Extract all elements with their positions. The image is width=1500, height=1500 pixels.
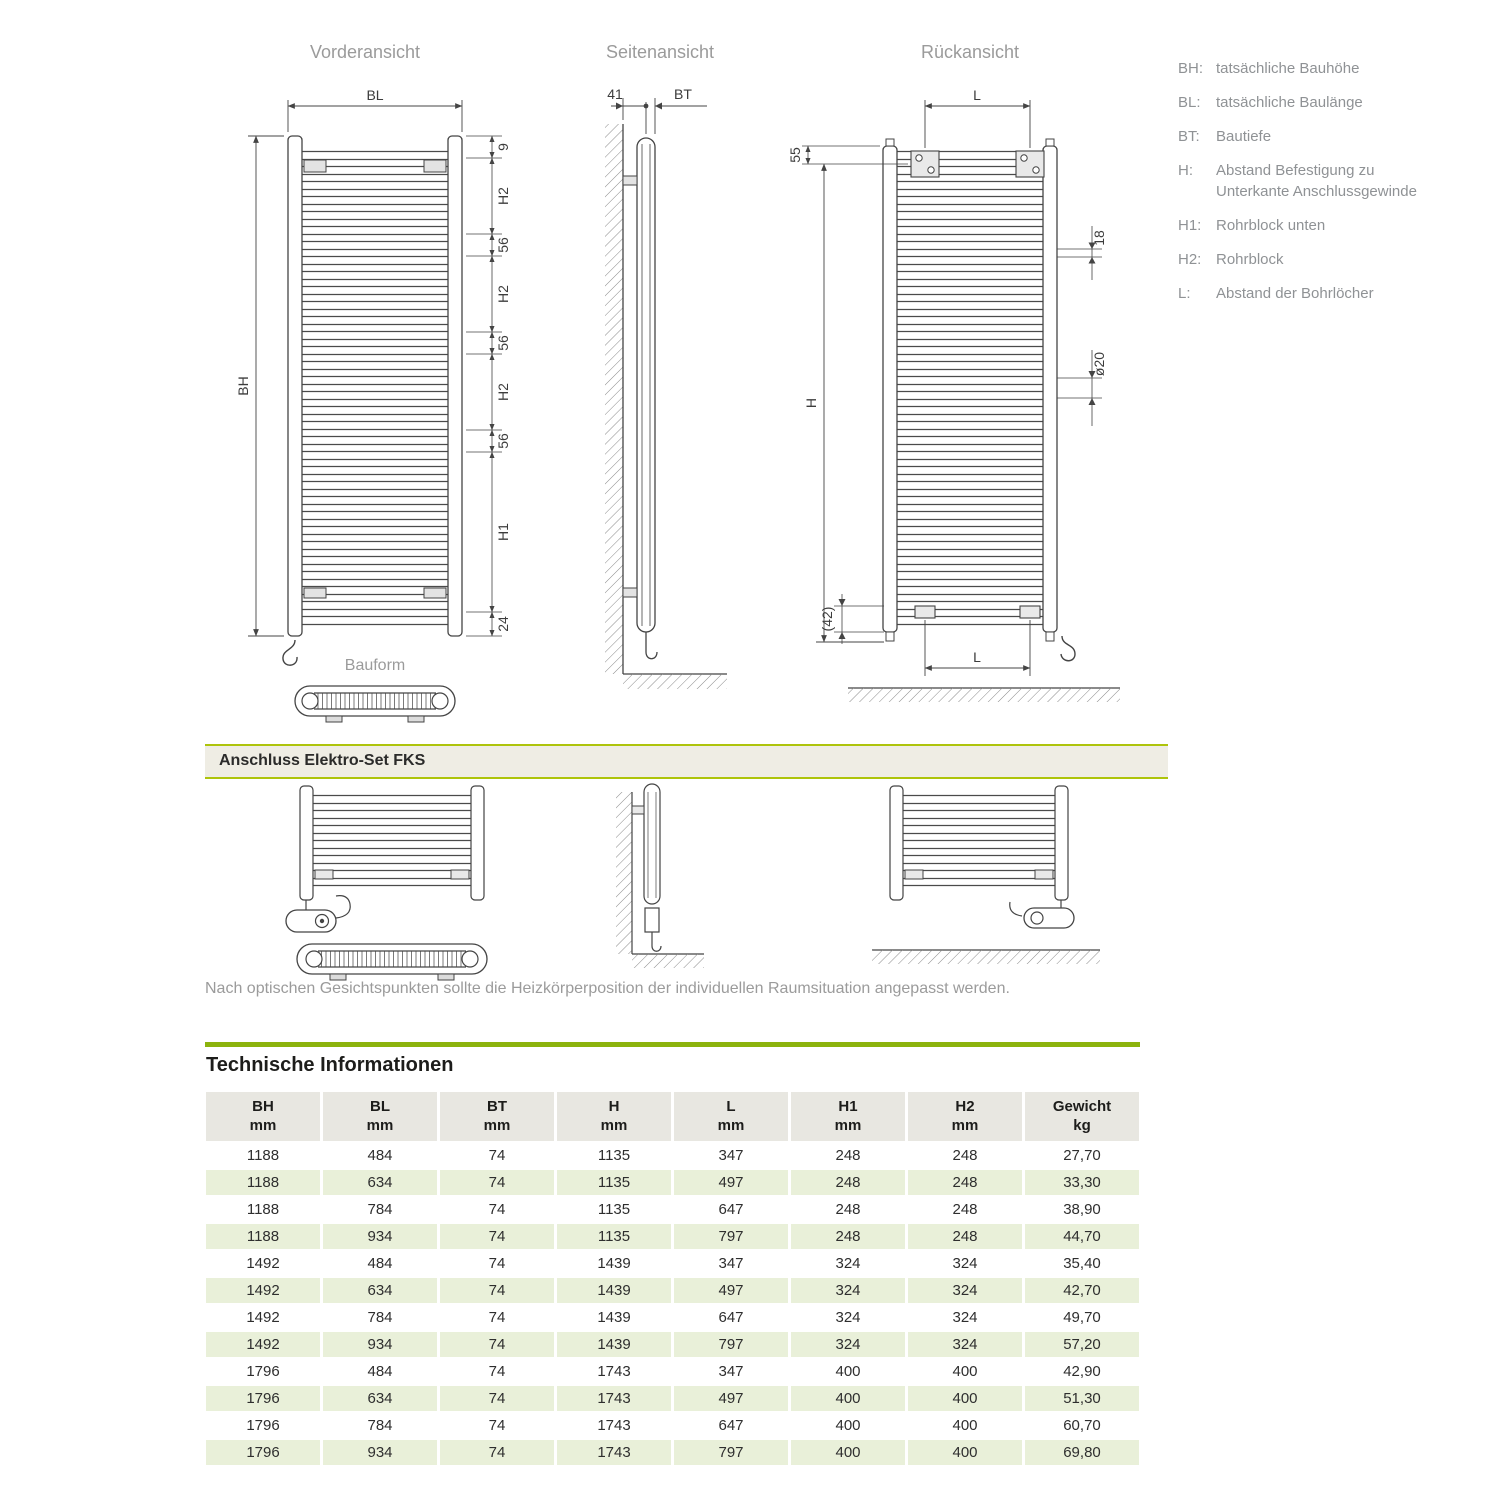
cell-l: 497 — [674, 1170, 788, 1195]
fks-heating-element — [645, 908, 659, 932]
front-dim-h2-label: H2 — [495, 187, 511, 205]
tech-table-row — [206, 1143, 1139, 1168]
cell-bh: 1796 — [206, 1440, 320, 1465]
side-dims — [611, 98, 707, 134]
cell-bt: 74 — [440, 1386, 554, 1411]
cell-gewicht: 33,30 — [1025, 1170, 1139, 1195]
legend-term: BL: — [1178, 94, 1201, 111]
rear-dim-55-label: 55 — [787, 147, 803, 163]
tech-table-header-cell — [1025, 1092, 1139, 1141]
cell-bl: 484 — [323, 1359, 437, 1384]
cell-h: 1135 — [557, 1224, 671, 1249]
tech-table-header-cell — [440, 1092, 554, 1141]
column-unit: mm — [951, 1117, 979, 1134]
rear-dim-dia20-label: ø20 — [1091, 351, 1107, 377]
fks-rear-radiator-bottom — [890, 786, 1074, 928]
cell-h: 1439 — [557, 1278, 671, 1303]
side-radiator — [623, 138, 657, 659]
side-view-title: Seitenansicht — [605, 42, 715, 62]
side-dim-bt-label: BT — [674, 86, 692, 102]
anschluss-note: Nach optischen Gesichtspunkten sollte die Heizkörperposition der individuellen Raumsituation angepasst werden. — [205, 980, 1010, 997]
front-dim-56-label: 56 — [495, 237, 511, 253]
cell-l: 797 — [674, 1332, 788, 1357]
cell-h1: 324 — [791, 1278, 905, 1303]
cell-bt: 74 — [440, 1440, 554, 1465]
cell-gewicht: 69,80 — [1025, 1440, 1139, 1465]
legend-desc: Bautiefe — [1216, 128, 1272, 145]
cell-bt: 74 — [440, 1197, 554, 1222]
cell-h: 1135 — [557, 1197, 671, 1222]
tech-table-row — [206, 1386, 1139, 1411]
legend — [1178, 58, 1433, 317]
cell-bh: 1796 — [206, 1359, 320, 1384]
column-label: H1 — [838, 1098, 858, 1115]
cell-gewicht: 38,90 — [1025, 1197, 1139, 1222]
legend-desc: Rohrblock — [1216, 251, 1284, 268]
cell-h1: 324 — [791, 1251, 905, 1276]
wall-hatch — [616, 792, 632, 954]
cell-h: 1743 — [557, 1413, 671, 1438]
tech-table-header-cell — [791, 1092, 905, 1141]
cell-h2: 400 — [908, 1413, 1022, 1438]
floor-hatch — [632, 954, 704, 968]
column-unit: mm — [600, 1117, 628, 1134]
tech-table-header-cell — [557, 1092, 671, 1141]
cell-bh: 1188 — [206, 1224, 320, 1249]
column-unit: kg — [1073, 1117, 1091, 1134]
side-dim-41-label: 41 — [607, 86, 623, 102]
rear-dim-42-label: (42) — [819, 606, 835, 632]
cell-gewicht: 27,70 — [1025, 1143, 1139, 1168]
section-divider — [205, 1042, 1140, 1047]
fks-side-drawing — [592, 792, 712, 992]
cell-h1: 248 — [791, 1170, 905, 1195]
rear-view-drawing — [787, 87, 1150, 738]
legend-term: BH: — [1178, 60, 1204, 77]
cell-bt: 74 — [440, 1359, 554, 1384]
cell-bh: 1492 — [206, 1332, 320, 1357]
cell-bt: 74 — [440, 1278, 554, 1303]
legend-desc: tatsächliche Baulänge — [1216, 94, 1363, 111]
column-label: L — [726, 1098, 736, 1115]
cell-h: 1135 — [557, 1170, 671, 1195]
tech-table-header-cell — [206, 1092, 320, 1141]
legend-term: H: — [1178, 162, 1193, 179]
anschluss-section-header — [205, 744, 1168, 779]
rear-view-title: Rückansicht — [920, 42, 1020, 62]
cell-h1: 248 — [791, 1224, 905, 1249]
side-wall — [605, 124, 623, 674]
rear-dim-h — [816, 164, 884, 642]
cell-gewicht: 49,70 — [1025, 1305, 1139, 1330]
tech-table-row — [206, 1170, 1139, 1195]
tech-table-row — [206, 1305, 1139, 1330]
column-label: BH — [252, 1098, 274, 1115]
column-unit: mm — [483, 1117, 511, 1134]
legend-item — [1178, 126, 1433, 147]
cell-h: 1743 — [557, 1359, 671, 1384]
cell-bh: 1492 — [206, 1251, 320, 1276]
rear-radiator-body — [883, 139, 1075, 661]
cell-bl: 784 — [323, 1197, 437, 1222]
cell-h2: 400 — [908, 1359, 1022, 1384]
cell-l: 347 — [674, 1251, 788, 1276]
fks-front-drawing — [262, 792, 522, 992]
rear-ground — [848, 688, 1120, 702]
cell-bt: 74 — [440, 1305, 554, 1330]
cell-h2: 324 — [908, 1305, 1022, 1330]
power-cable-icon — [336, 896, 350, 918]
power-cable-icon — [646, 632, 657, 659]
bauform-profile — [295, 686, 455, 722]
cell-bl: 634 — [323, 1386, 437, 1411]
rear-dim-42 — [834, 594, 884, 644]
tech-table-row — [206, 1359, 1139, 1384]
cell-bl: 784 — [323, 1413, 437, 1438]
rear-dim-l2-label: L — [973, 649, 981, 665]
power-cable-icon — [652, 932, 661, 951]
legend-item — [1178, 249, 1433, 270]
tech-table — [203, 1090, 1142, 1467]
cell-bl: 934 — [323, 1440, 437, 1465]
legend-term: BT: — [1178, 128, 1200, 145]
rear-dim-h-label: H — [803, 397, 819, 409]
cell-bh: 1188 — [206, 1197, 320, 1222]
cell-bt: 74 — [440, 1332, 554, 1357]
cell-h1: 400 — [791, 1386, 905, 1411]
cell-bl: 784 — [323, 1305, 437, 1330]
cell-h: 1743 — [557, 1386, 671, 1411]
cell-l: 647 — [674, 1305, 788, 1330]
legend-term: L: — [1178, 285, 1191, 302]
fks-rear-drawing — [872, 792, 1102, 992]
front-dim-h2-label: H2 — [495, 285, 511, 303]
column-label: BT — [487, 1098, 507, 1115]
cell-l: 797 — [674, 1224, 788, 1249]
cell-bt: 74 — [440, 1143, 554, 1168]
front-view-drawing — [200, 88, 530, 738]
cell-bt: 74 — [440, 1170, 554, 1195]
front-dim-bh — [248, 136, 284, 636]
legend-item — [1178, 215, 1433, 236]
cell-h2: 400 — [908, 1386, 1022, 1411]
cell-bt: 74 — [440, 1224, 554, 1249]
wall-bracket — [1016, 151, 1044, 177]
front-dim-24-label: 24 — [495, 616, 511, 632]
tech-section-title: Technische Informationen — [206, 1054, 454, 1076]
column-label: BL — [370, 1098, 390, 1115]
tech-table-header-cell — [908, 1092, 1022, 1141]
tech-table-row — [206, 1224, 1139, 1249]
cell-bh: 1796 — [206, 1413, 320, 1438]
rear-dim-l-top — [925, 100, 1030, 148]
cell-gewicht: 60,70 — [1025, 1413, 1139, 1438]
power-cable-icon — [283, 640, 297, 665]
cell-h: 1135 — [557, 1143, 671, 1168]
tech-table-header-row — [206, 1092, 1139, 1141]
column-unit: mm — [366, 1117, 394, 1134]
cell-bl: 934 — [323, 1332, 437, 1357]
cell-l: 347 — [674, 1359, 788, 1384]
legend-item — [1178, 160, 1433, 202]
cell-l: 647 — [674, 1413, 788, 1438]
front-dim-h2-label: H2 — [495, 383, 511, 401]
cell-h: 1439 — [557, 1332, 671, 1357]
legend-term: H2: — [1178, 251, 1202, 268]
cell-bl: 934 — [323, 1224, 437, 1249]
legend-item — [1178, 58, 1433, 79]
power-cable-icon — [1061, 636, 1075, 661]
column-unit: mm — [249, 1117, 277, 1134]
rear-dim-l-bottom — [925, 620, 1030, 676]
cell-h2: 248 — [908, 1170, 1022, 1195]
cell-h2: 324 — [908, 1278, 1022, 1303]
column-label: H2 — [955, 1098, 975, 1115]
legend-desc: tatsächliche Bauhöhe — [1216, 60, 1360, 77]
tech-table-row — [206, 1440, 1139, 1465]
column-unit: mm — [717, 1117, 745, 1134]
cell-h1: 400 — [791, 1359, 905, 1384]
cell-h2: 248 — [908, 1143, 1022, 1168]
wall-bracket — [911, 151, 939, 177]
legend-item — [1178, 92, 1433, 113]
cell-h2: 324 — [908, 1251, 1022, 1276]
column-unit: mm — [834, 1117, 862, 1134]
cell-bl: 634 — [323, 1278, 437, 1303]
cell-h2: 324 — [908, 1332, 1022, 1357]
cell-bh: 1188 — [206, 1170, 320, 1195]
cell-bl: 484 — [323, 1251, 437, 1276]
tech-table-row — [206, 1413, 1139, 1438]
rear-dim-18-label: 18 — [1091, 230, 1107, 246]
front-view-title: Vorderansicht — [309, 42, 421, 62]
ground-hatch — [872, 950, 1100, 964]
cell-bh: 1188 — [206, 1143, 320, 1168]
cell-h1: 400 — [791, 1440, 905, 1465]
cell-h: 1743 — [557, 1440, 671, 1465]
cell-gewicht: 35,40 — [1025, 1251, 1139, 1276]
cell-bh: 1796 — [206, 1386, 320, 1411]
cell-bh: 1492 — [206, 1278, 320, 1303]
cell-l: 497 — [674, 1278, 788, 1303]
power-cable-icon — [1010, 902, 1022, 916]
legend-desc: Abstand Befestigung zu Unterkante Anschlussgewinde — [1216, 162, 1417, 200]
cell-h: 1439 — [557, 1305, 671, 1330]
cell-bt: 74 — [440, 1251, 554, 1276]
front-dim-h1-label: H1 — [495, 523, 511, 541]
cell-gewicht: 57,20 — [1025, 1332, 1139, 1357]
cell-l: 647 — [674, 1197, 788, 1222]
bauform-label: Bauform — [344, 657, 406, 674]
front-dim-56-label: 56 — [495, 433, 511, 449]
cell-h1: 400 — [791, 1413, 905, 1438]
legend-item — [1178, 283, 1433, 304]
tech-table-row — [206, 1251, 1139, 1276]
cell-l: 497 — [674, 1386, 788, 1411]
cell-h2: 248 — [908, 1197, 1022, 1222]
front-dim-bl-label: BL — [366, 87, 384, 103]
legend-desc: Abstand der Bohrlöcher — [1216, 285, 1374, 302]
anschluss-title: Anschluss Elektro-Set FKS — [219, 752, 426, 769]
cell-h1: 324 — [791, 1305, 905, 1330]
cell-gewicht: 44,70 — [1025, 1224, 1139, 1249]
front-radiator-body — [283, 136, 462, 665]
fks-front-radiator-bottom — [286, 786, 484, 932]
cell-h1: 248 — [791, 1197, 905, 1222]
cell-gewicht: 42,90 — [1025, 1359, 1139, 1384]
tech-table-body — [206, 1143, 1139, 1465]
cell-h2: 400 — [908, 1440, 1022, 1465]
cell-h2: 248 — [908, 1224, 1022, 1249]
side-floor — [623, 674, 727, 689]
legend-term: H1: — [1178, 217, 1202, 234]
front-dim-bh-label: BH — [235, 376, 251, 396]
cell-l: 347 — [674, 1143, 788, 1168]
side-view-drawing — [575, 88, 755, 738]
legend-desc: Rohrblock unten — [1216, 217, 1326, 234]
cell-bt: 74 — [440, 1413, 554, 1438]
cell-bl: 484 — [323, 1143, 437, 1168]
column-label: Gewicht — [1052, 1098, 1112, 1115]
tech-table-row — [206, 1278, 1139, 1303]
tech-table-row — [206, 1332, 1139, 1357]
cell-h: 1439 — [557, 1251, 671, 1276]
cell-bl: 634 — [323, 1170, 437, 1195]
cell-gewicht: 42,70 — [1025, 1278, 1139, 1303]
tech-table-row — [206, 1197, 1139, 1222]
cell-h1: 324 — [791, 1332, 905, 1357]
tech-table-header-cell — [323, 1092, 437, 1141]
cell-gewicht: 51,30 — [1025, 1386, 1139, 1411]
cell-l: 797 — [674, 1440, 788, 1465]
cell-bh: 1492 — [206, 1305, 320, 1330]
fks-side-radiator-bottom — [632, 784, 661, 951]
cell-h1: 248 — [791, 1143, 905, 1168]
rear-dim-l-label: L — [973, 87, 981, 103]
tech-table-header-cell — [674, 1092, 788, 1141]
front-dim-56-label: 56 — [495, 335, 511, 351]
column-label: H — [608, 1098, 620, 1115]
front-dim-bl — [288, 100, 462, 132]
front-dim-9-label: 9 — [495, 143, 511, 151]
fks-bauform-profile — [297, 944, 487, 980]
